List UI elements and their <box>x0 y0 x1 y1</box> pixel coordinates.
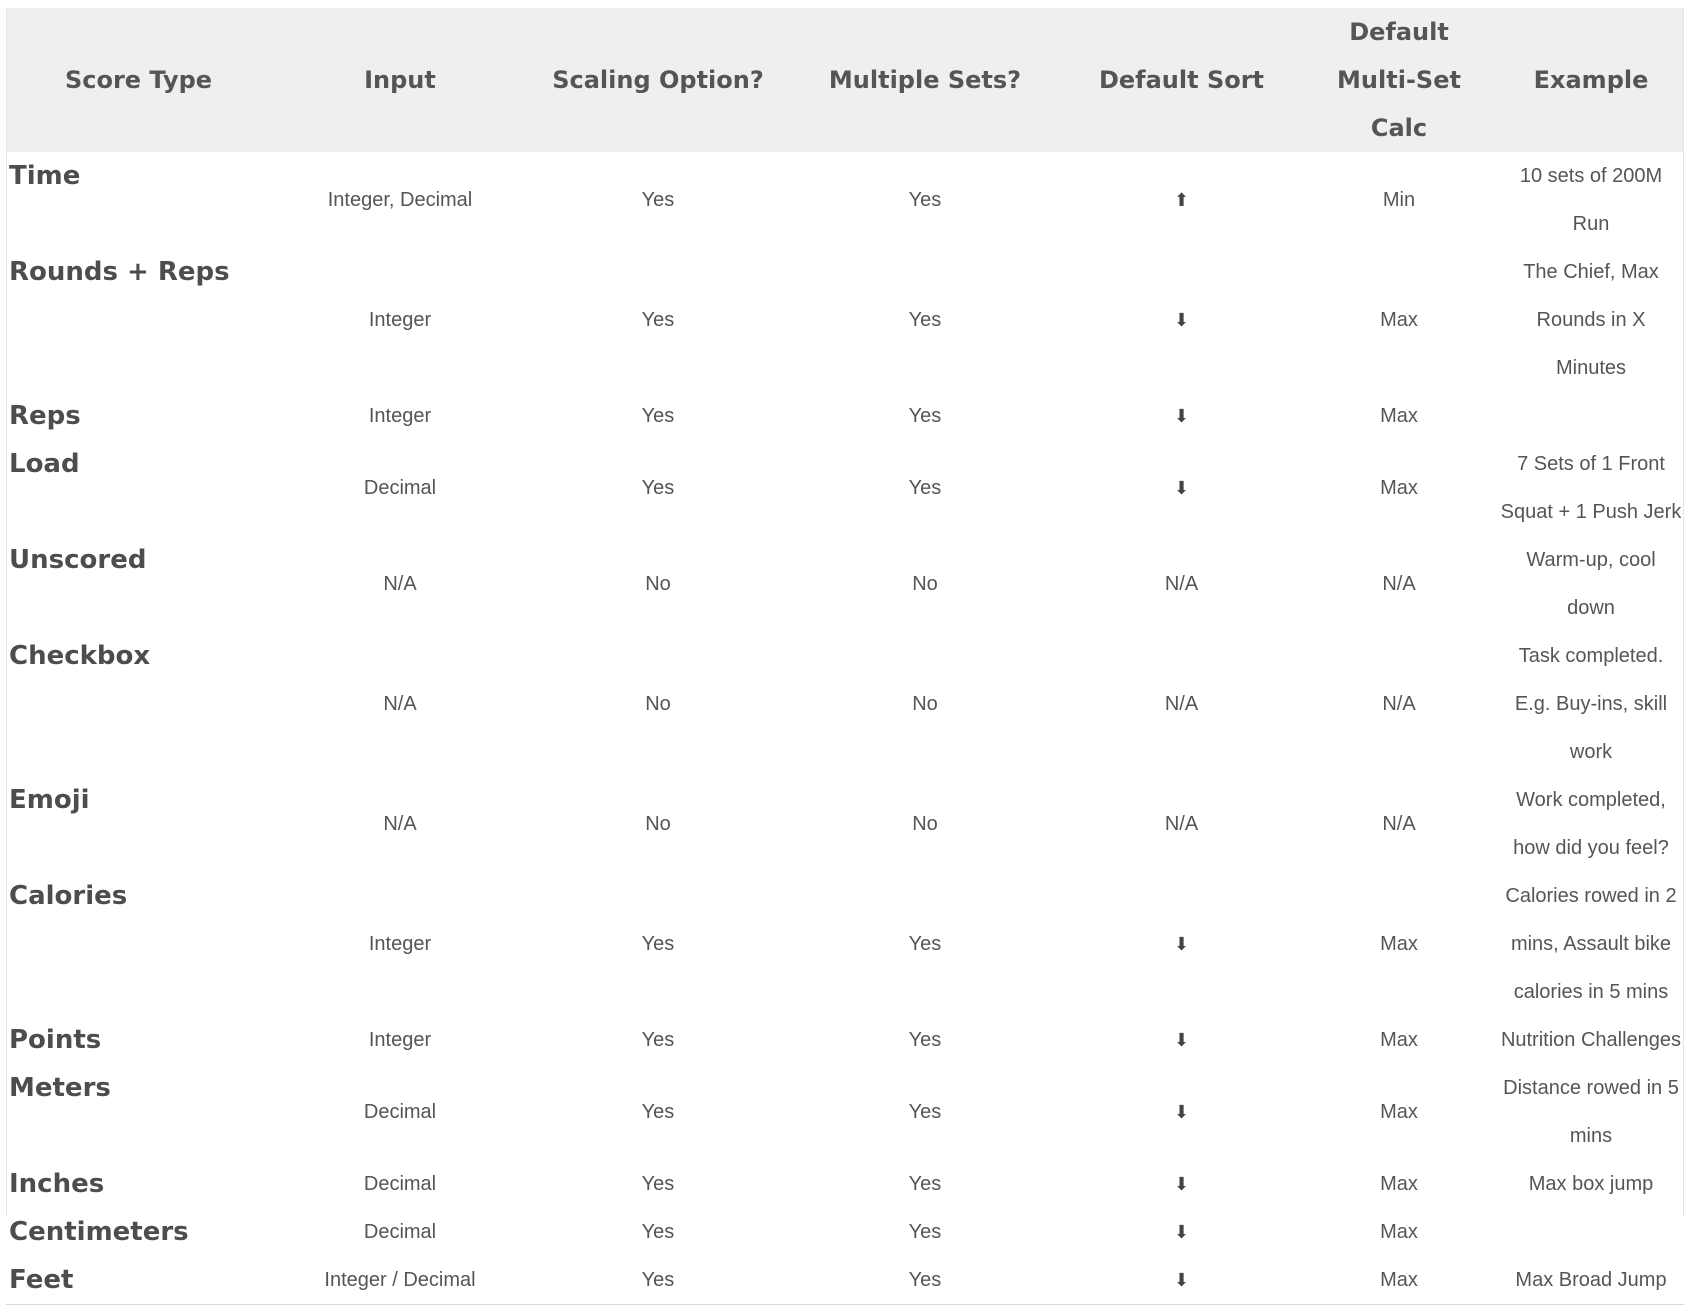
table-row <box>6 152 1684 248</box>
default-sort-cell <box>1063 1256 1300 1305</box>
multi-set-calc-cell: Max <box>1380 477 1418 499</box>
scaling-cell: Yes <box>641 477 675 499</box>
example-cell: Max Broad Jump <box>1515 1269 1667 1291</box>
example-cell <box>1498 392 1684 440</box>
multiple-sets-cell: Yes <box>908 189 942 211</box>
default-sort-cell: N/A <box>1164 813 1199 835</box>
table-row <box>6 872 1684 1016</box>
input-cell: Decimal <box>363 1173 437 1195</box>
multi-set-calc-cell: Max <box>1380 1029 1418 1051</box>
score-type-cell: Unscored <box>9 545 147 575</box>
multiple-sets-cell: Yes <box>908 1029 942 1051</box>
table-row <box>6 440 1684 536</box>
multiple-sets-cell: Yes <box>908 1269 942 1291</box>
header-row <box>6 8 1684 152</box>
header-score-type: Score Type <box>64 66 213 94</box>
multi-set-calc-cell: Max <box>1380 1221 1418 1243</box>
default-sort-cell <box>1063 392 1300 440</box>
input-cell: Decimal <box>363 1221 437 1243</box>
multi-set-calc-cell: N/A <box>1382 693 1416 715</box>
multiple-sets-cell: Yes <box>908 309 942 331</box>
scaling-cell: Yes <box>641 309 675 331</box>
input-cell: N/A <box>383 573 417 595</box>
table-row <box>6 776 1684 872</box>
scaling-cell: Yes <box>641 1101 675 1123</box>
default-sort-cell <box>1063 440 1300 536</box>
multi-set-calc-cell: Max <box>1380 405 1418 427</box>
header-default-multi-set-calc: Default Multi-Set Calc <box>1337 18 1461 142</box>
arrow-up-icon: ⬆ <box>1173 190 1190 210</box>
scaling-cell: No <box>645 573 671 595</box>
example-cell: Calories rowed in 2 mins, Assault bike calories in 5 mins <box>1505 885 1677 1003</box>
multiple-sets-cell: Yes <box>908 1173 942 1195</box>
score-type-cell: Time <box>9 161 81 191</box>
arrow-down-icon: ⬇ <box>1173 1222 1190 1242</box>
table-row <box>6 1160 1684 1208</box>
arrow-down-icon: ⬇ <box>1173 1030 1190 1050</box>
score-type-cell: Emoji <box>9 785 90 815</box>
multi-set-calc-cell: Max <box>1380 1173 1418 1195</box>
score-type-cell: Reps <box>9 401 81 431</box>
score-type-cell: Checkbox <box>9 641 151 671</box>
score-type-cell: Inches <box>9 1169 105 1199</box>
multiple-sets-cell: Yes <box>908 933 942 955</box>
multi-set-calc-cell: Max <box>1380 309 1418 331</box>
header-default-sort: Default Sort <box>1098 66 1265 94</box>
table-row <box>6 1016 1684 1064</box>
score-type-cell: Rounds + Reps <box>9 257 230 287</box>
input-cell: N/A <box>383 813 417 835</box>
score-type-cell: Calories <box>9 881 128 911</box>
example-cell: The Chief, Max Rounds in X Minutes <box>1523 261 1659 379</box>
score-type-cell: Meters <box>9 1073 111 1103</box>
arrow-down-icon: ⬇ <box>1173 1270 1190 1290</box>
example-cell: 10 sets of 200M Run <box>1519 165 1663 235</box>
default-sort-cell <box>1063 1064 1300 1160</box>
multi-set-calc-cell: N/A <box>1382 573 1416 595</box>
multi-set-calc-cell: Min <box>1382 189 1416 211</box>
input-cell: N/A <box>383 693 417 715</box>
example-cell: 7 Sets of 1 Front Squat + 1 Push Jerk <box>1500 453 1682 523</box>
default-sort-cell <box>1063 248 1300 392</box>
arrow-down-icon: ⬇ <box>1173 934 1190 954</box>
table-row <box>6 1256 1684 1305</box>
header-example: Example <box>1533 66 1649 94</box>
example-cell: Warm-up, cool down <box>1526 549 1656 619</box>
arrow-down-icon: ⬇ <box>1173 1102 1190 1122</box>
arrow-down-icon: ⬇ <box>1173 478 1190 498</box>
input-cell: Integer <box>368 1029 432 1051</box>
example-cell: Max box jump <box>1528 1173 1654 1195</box>
default-sort-cell: N/A <box>1164 693 1199 715</box>
multi-set-calc-cell: Max <box>1380 1101 1418 1123</box>
table-body <box>6 152 1684 1305</box>
header-input: Input <box>364 66 436 94</box>
scaling-cell: Yes <box>641 1173 675 1195</box>
scaling-cell: Yes <box>641 189 675 211</box>
example-cell <box>1498 1208 1684 1256</box>
arrow-down-icon: ⬇ <box>1173 1174 1190 1194</box>
arrow-down-icon: ⬇ <box>1173 310 1190 330</box>
multi-set-calc-cell: Max <box>1380 933 1418 955</box>
multiple-sets-cell: Yes <box>908 405 942 427</box>
score-type-cell: Centimeters <box>9 1217 189 1247</box>
table-row <box>6 1208 1684 1256</box>
multi-set-calc-cell: N/A <box>1382 813 1416 835</box>
multi-set-calc-cell: Max <box>1380 1269 1418 1291</box>
example-cell: Task completed. E.g. Buy-ins, skill work <box>1514 645 1668 763</box>
scaling-cell: Yes <box>641 1269 675 1291</box>
multiple-sets-cell: No <box>912 693 938 715</box>
scaling-cell: Yes <box>641 405 675 427</box>
example-cell: Distance rowed in 5 mins <box>1503 1077 1679 1147</box>
default-sort-cell <box>1063 1160 1300 1208</box>
table-row <box>6 248 1684 392</box>
input-cell: Integer, Decimal <box>327 189 473 211</box>
table-row <box>6 536 1684 632</box>
default-sort-cell <box>1063 1016 1300 1064</box>
multiple-sets-cell: Yes <box>908 477 942 499</box>
default-sort-cell: N/A <box>1164 573 1199 595</box>
table-row <box>6 632 1684 776</box>
header-scaling-option: Scaling Option? <box>552 66 764 94</box>
table-header <box>6 8 1684 152</box>
multiple-sets-cell: Yes <box>908 1221 942 1243</box>
score-types-table-container <box>6 8 1684 1305</box>
score-types-table <box>6 8 1684 1305</box>
scaling-cell: Yes <box>641 1221 675 1243</box>
scaling-cell: No <box>645 813 671 835</box>
table-row <box>6 392 1684 440</box>
scaling-cell: No <box>645 693 671 715</box>
score-type-cell: Load <box>9 449 80 479</box>
example-cell: Work completed, how did you feel? <box>1513 789 1669 859</box>
score-type-cell: Feet <box>9 1265 74 1295</box>
input-cell: Integer / Decimal <box>324 1269 476 1291</box>
example-cell: Nutrition Challenges <box>1500 1029 1682 1051</box>
default-sort-cell <box>1063 872 1300 1016</box>
input-cell: Integer <box>368 933 432 955</box>
score-type-cell: Points <box>9 1025 102 1055</box>
scaling-cell: Yes <box>641 933 675 955</box>
default-sort-cell <box>1063 152 1300 248</box>
input-cell: Decimal <box>363 1101 437 1123</box>
arrow-down-icon: ⬇ <box>1173 406 1190 426</box>
default-sort-cell <box>1063 1208 1300 1256</box>
input-cell: Integer <box>368 309 432 331</box>
multiple-sets-cell: Yes <box>908 1101 942 1123</box>
input-cell: Integer <box>368 405 432 427</box>
header-multiple-sets: Multiple Sets? <box>828 66 1022 94</box>
table-row <box>6 1064 1684 1160</box>
multiple-sets-cell: No <box>912 573 938 595</box>
multiple-sets-cell: No <box>912 813 938 835</box>
scaling-cell: Yes <box>641 1029 675 1051</box>
input-cell: Decimal <box>363 477 437 499</box>
